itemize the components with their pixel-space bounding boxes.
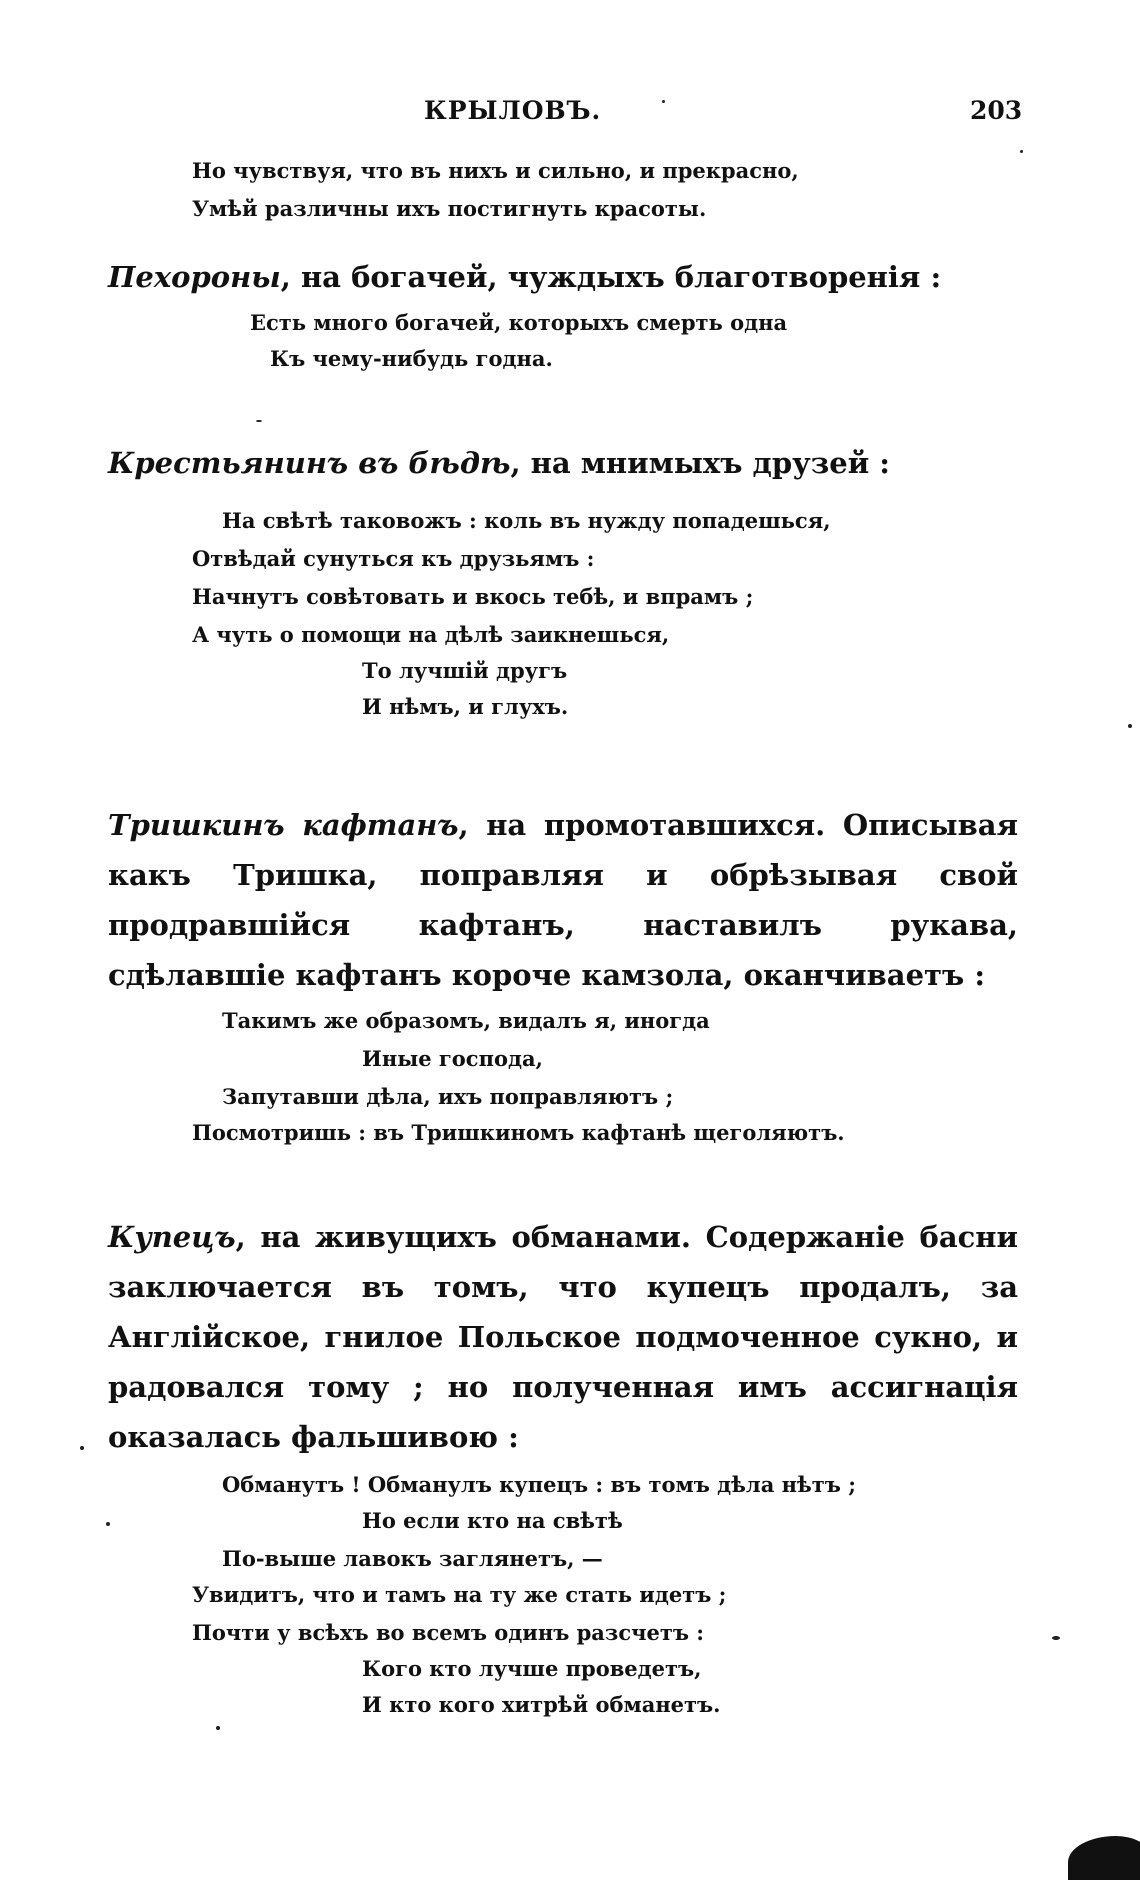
verse-line: То лучшій другъ: [362, 658, 568, 683]
verse-line: По-выше лавокъ заглянетъ, —: [222, 1546, 603, 1571]
section-paragraph: [108, 800, 1018, 1000]
section-paragraph: [108, 1212, 1018, 1462]
verse-line: Отвѣдай сунуться къ друзьямъ :: [192, 546, 595, 571]
verse-line: Къ чему-нибудь годна.: [270, 346, 553, 371]
fable-title: Тришкинъ кафтанъ: [108, 808, 459, 842]
section-heading: [108, 260, 941, 294]
ink-blot: [1068, 1836, 1140, 1880]
verse-line: Но если кто на свѣтѣ: [362, 1508, 623, 1533]
fable-title: Крестьянинъ въ бѣдѣ: [108, 446, 511, 480]
page-number: 203: [970, 96, 1023, 125]
section-text: , на мнимыхъ друзей :: [510, 446, 891, 480]
verse-line: Почти у всѣхъ во всемъ одинъ разсчетъ :: [192, 1620, 705, 1645]
verse-line: Есть много богачей, которыхъ смерть одна: [250, 310, 788, 335]
verse-line: И нѣмъ, и глухъ.: [362, 694, 569, 719]
verse-line: Но чувствуя, что въ нихъ и сильно, и прекрасно,: [192, 158, 799, 183]
scan-speck: [1128, 724, 1132, 728]
verse-line: Увидитъ, что и тамъ на ту же стать идетъ ;: [192, 1582, 727, 1607]
verse-line: Посмотришь : въ Тришкиномъ кафтанѣ щеголяютъ.: [192, 1120, 845, 1145]
section-text: , на живущихъ обманами. Содержаніе басни заключается въ томъ, что купецъ продалъ, за Англійское, гнилое Польское подмоченное сукно, и радовался тому ; но полученная имъ ассигнація оказалась фальшивою :: [108, 1220, 1018, 1454]
running-title: КРЫЛОВЪ.: [424, 96, 602, 125]
verse-line: Такимъ же образомъ, видалъ я, иногда: [222, 1008, 710, 1033]
verse-line: Умѣй различны ихъ постигнуть красоты.: [192, 196, 707, 221]
scan-speck: [256, 420, 262, 422]
section-text: , на богачей, чуждыхъ благотворенія :: [280, 260, 942, 294]
section-text: , на промотавшихся. Описывая какъ Тришка, поправляя и обрѣзывая свой продравшійся кафтанъ, наставилъ рукава, сдѣлавшіе кафтанъ короче камзола, оканчиваетъ :: [108, 808, 1018, 992]
verse-line: Кого кто лучше проведетъ,: [362, 1656, 702, 1681]
scan-speck: [662, 100, 665, 103]
scan-speck: [1020, 150, 1023, 153]
section-heading: [108, 446, 890, 480]
scan-speck: [80, 1446, 84, 1450]
verse-line: А чуть о помощи на дѣлѣ заикнешься,: [192, 622, 670, 647]
verse-line: Иные господа,: [362, 1046, 543, 1071]
scan-speck: [1052, 1636, 1060, 1640]
verse-line: И кто кого хитрѣй обманетъ.: [362, 1692, 721, 1717]
scan-speck: [106, 1522, 110, 1526]
verse-line: Начнутъ совѣтовать и вкось тебѣ, и впрамъ ;: [192, 584, 754, 609]
verse-line: На свѣтѣ таковожъ : коль въ нужду попадешься,: [222, 508, 831, 533]
fable-title: Купецъ: [108, 1220, 236, 1254]
verse-line: Запутавши дѣла, ихъ поправляютъ ;: [222, 1084, 674, 1109]
verse-line: Обманутъ ! Обманулъ купецъ : въ томъ дѣла нѣтъ ;: [222, 1472, 856, 1497]
scan-speck: [216, 1726, 220, 1730]
page-header: [0, 96, 1140, 136]
fable-title: Пехороны: [108, 260, 281, 294]
